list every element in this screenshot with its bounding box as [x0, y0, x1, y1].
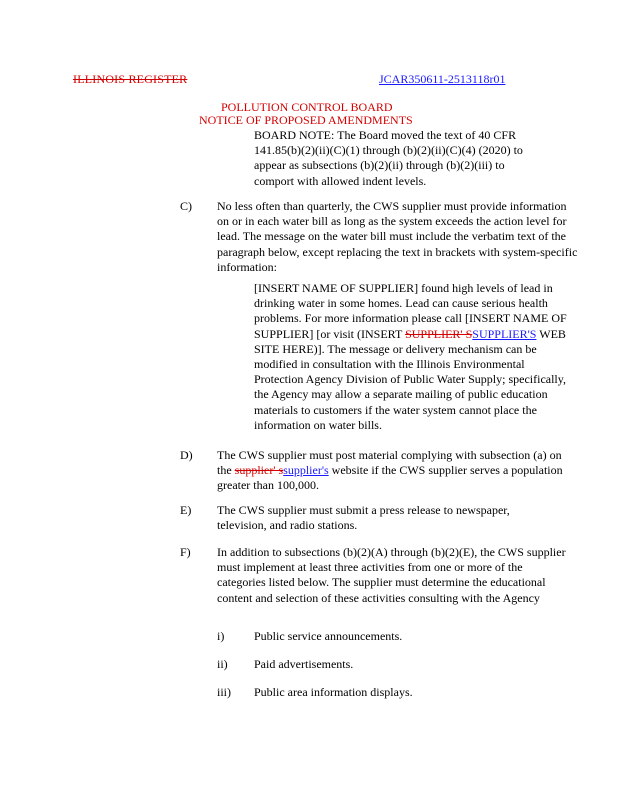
deleted-text: supplier' s [234, 463, 284, 478]
item-f-text: In addition to subsections (b)(2)(A) through (b)(2)(E), the CWS supplier must implement at least three activities from one or more of the categories listed below. The supplier must determine the educational content and selection of these activities consulting with the Agency [217, 545, 566, 605]
inserted-text: supplier's [283, 463, 329, 478]
item-d-label: D) [180, 448, 193, 462]
deleted-text: SUPPLIER' S [405, 326, 473, 341]
item-c-label: C) [180, 199, 192, 213]
quote-text-a: [INSERT NAME OF SUPPLIER] found high levels of lead in drinking water in some homes. Lead can cause serious health problems. For more information please call [INSERT NAME OF SUPPLIER] [or visit (INSERT [254, 281, 567, 341]
item-f-label: F) [180, 545, 191, 559]
header-jcar-code: JCAR350611-2513118r01 [379, 72, 506, 86]
item-d-text-b: website if the CWS supplier serves a population greater than 100,000. [217, 463, 563, 493]
item-c-text: No less often than quarterly, the CWS supplier must provide information on or in each water bill as long as the system exceeds the action level for lead. The message on the water bill must include the verbatim text of the paragraph below, except replacing the text in brackets with system-specific information: [217, 199, 578, 274]
sub-item-i-text: Public service announcements. [254, 629, 403, 643]
item-e-label: E) [180, 503, 192, 517]
title-notice: NOTICE OF PROPOSED AMENDMENTS [199, 113, 413, 127]
item-e-text: The CWS supplier must submit a press release to newspaper, television, and radio stations. [217, 503, 510, 533]
board-note: BOARD NOTE: The Board moved the text of 40 CFR 141.85(b)(2)(ii)(C)(1) through (b)(2)(ii)(C)(4) (2020) to appear as subsections (b)(2)(ii) through (b)(2)(iii) to comport with allowed indent levels. [254, 128, 523, 188]
sub-item-i-label: i) [217, 629, 225, 643]
water-bill-message [254, 281, 574, 433]
sub-item-iii-text: Public area information displays. [254, 685, 413, 699]
header-register-name: ILLINOIS REGISTER [73, 72, 188, 86]
inserted-text: SUPPLIER'S [472, 326, 537, 341]
title-board: POLLUTION CONTROL BOARD [221, 100, 393, 114]
item-d-text [217, 448, 567, 494]
sub-item-ii-text: Paid advertisements. [254, 657, 354, 671]
item-d-text-a: The CWS supplier must post material complying with subsection (a) on the [217, 448, 562, 478]
sub-item-ii-label: ii) [217, 657, 228, 671]
quote-text-b: WEB SITE HERE)]. The message or delivery mechanism can be modified in consultation with the Illinois Environmental Protection Agency Division of Public Water Supply; specifically, the Agency may allow a separate mailing of public education materials to customers if the water system cannot place the information on water bills. [254, 326, 566, 432]
sub-item-iii-label: iii) [217, 685, 231, 699]
